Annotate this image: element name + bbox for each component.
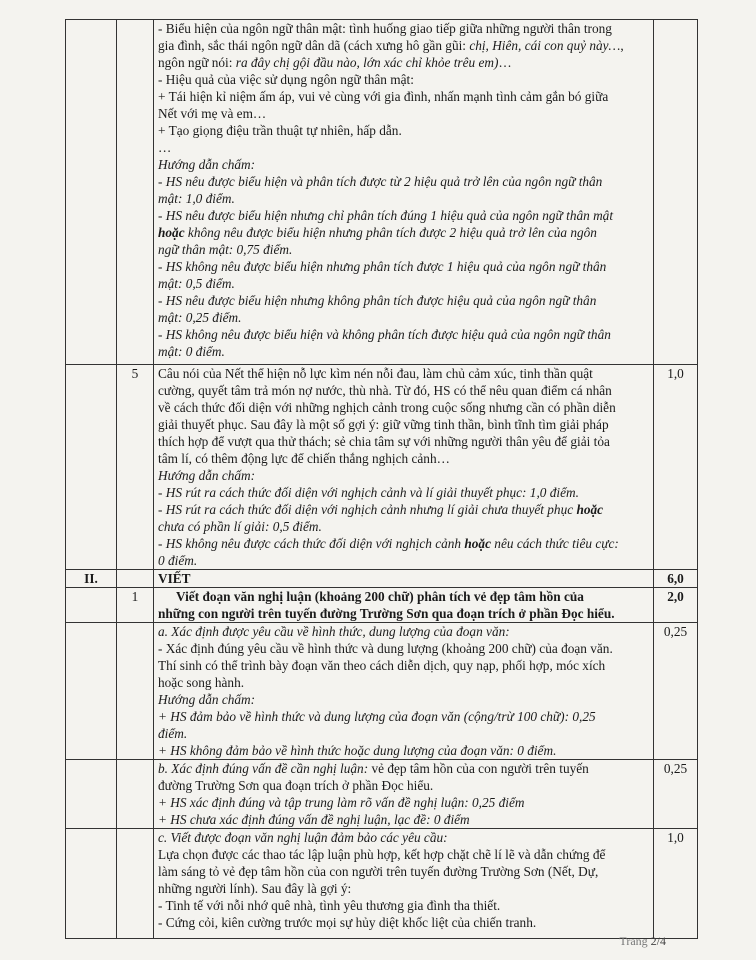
score-value: 0,25	[654, 623, 698, 760]
grading-table	[65, 19, 698, 939]
text-line: điểm.	[158, 726, 188, 741]
section-cell	[66, 365, 117, 570]
answer-cell	[154, 760, 654, 829]
question-cell	[117, 20, 154, 365]
text-line: mật: 0,5 điểm.	[158, 276, 235, 291]
text-line: Viết đoạn văn nghị luận (khoảng 200 chữ) phân tích vẻ đẹp tâm hồn của	[176, 589, 584, 604]
text-line: - HS nêu được biểu hiện và phân tích được từ 2 hiệu quả trở lên của ngôn ngữ thân	[158, 174, 603, 189]
text-line: - HS nêu được biểu hiện nhưng chỉ phân tích đúng 1 hiệu quả của ngôn ngữ thân mật	[158, 208, 614, 223]
text-line: - Hiệu quả của việc sử dụng ngôn ngữ thân mật:	[158, 72, 414, 87]
text-line: + Tạo giọng điệu trần thuật tự nhiên, hấp dẫn.	[158, 123, 402, 138]
question-cell	[117, 829, 154, 939]
text-line: mật: 0 điểm.	[158, 344, 225, 359]
text-line: mật: 0,25 điểm.	[158, 310, 242, 325]
text-line: - Xác định đúng yêu cầu về hình thức và dung lượng (khoảng 200 chữ) của đoạn văn.	[158, 641, 613, 656]
page-number: 2/4	[650, 934, 666, 948]
table-row	[66, 20, 698, 365]
section-number: II.	[66, 570, 117, 588]
answer-cell	[154, 365, 654, 570]
text-line: Lựa chọn được các thao tác lập luận phù hợp, kết hợp chặt chẽ lí lẽ và dẫn chứng để	[158, 847, 606, 862]
text-span: - HS không nêu được cách thức đối diện với nghịch cảnh	[158, 536, 465, 551]
score-cell	[654, 20, 698, 365]
question-cell	[117, 623, 154, 760]
question-cell	[117, 760, 154, 829]
text-line: làm sáng tỏ vẻ đẹp tâm hồn của con người trên tuyến đường Trường Sơn (Nết, Dự,	[158, 864, 599, 879]
text-line: giải thuyết phục. Sau đây là một số gợi ý: giữ vững tinh thần, bình tĩnh tìm giải pháp	[158, 417, 609, 432]
answer-cell	[154, 20, 654, 365]
section-cell	[66, 588, 117, 623]
text-line: về cách thức đối diện với những nghịch cảnh trong cuộc sống nhưng cần có phần diễn	[158, 400, 616, 415]
text-line: mật: 1,0 điểm.	[158, 191, 235, 206]
text-line: - HS rút ra cách thức đối diện với nghịch cảnh và lí giải thuyết phục: 1,0 điểm.	[158, 485, 579, 500]
grading-guide-heading: Hướng dẫn chấm:	[158, 157, 256, 172]
section-title: VIẾT	[154, 570, 654, 588]
table-row	[66, 365, 698, 570]
text-line: tâm lí, có thêm động lực để chiến thắng nghịch cảnh…	[158, 451, 450, 466]
question-prompt	[154, 588, 654, 623]
text-line: chưa có phần lí giải: 0,5 điểm.	[158, 519, 322, 534]
text-span: chị, Hiên, cái con quỷ này…	[469, 38, 621, 53]
text-line: + HS chưa xác định đúng vấn đề nghị luận, lạc đề: 0 điểm	[158, 812, 470, 827]
text-span: ngôn ngữ nói:	[158, 55, 236, 70]
text-span: gia đình, sắc thái ngôn ngữ dân dã (cách xưng hô gần gũi:	[158, 38, 470, 53]
text-line: Câu nói của Nết thể hiện nỗ lực kìm nén nỗi đau, làm chủ cảm xúc, tinh thần quật	[158, 366, 593, 381]
table-row	[66, 760, 698, 829]
text-span: ra đây chị gội đầu nào, lớn xác chỉ khỏe trêu em)	[235, 55, 499, 70]
table-row	[66, 570, 698, 588]
text-line: - Biểu hiện của ngôn ngữ thân mật: tình huống giao tiếp giữa những người thân trong	[158, 21, 612, 36]
criterion-heading: b. Xác định đúng vấn đề cần nghị luận:	[158, 761, 369, 776]
text-line: đường Trường Sơn qua đoạn trích ở phần Đọc hiểu.	[158, 778, 434, 793]
text-line	[158, 224, 649, 241]
score-value: 0,25	[654, 760, 698, 829]
text-span: hoặc	[576, 502, 604, 517]
text-line: …	[158, 140, 172, 155]
text-line: + HS đảm bảo về hình thức và dung lượng của đoạn văn (cộng/trừ 100 chữ): 0,25	[158, 709, 596, 724]
text-line	[158, 501, 649, 518]
text-line: cường, quyết tâm trả món nợ nước, thù nhà. Từ đó, HS có thể nêu quan điểm cá nhân	[158, 383, 612, 398]
text-span: ,	[620, 38, 624, 53]
text-line: + HS xác định đúng và tập trung làm rõ vấn đề nghị luận: 0,25 điểm	[158, 795, 525, 810]
page-footer	[619, 934, 666, 949]
text-line: 0 điểm.	[158, 553, 198, 568]
text-line: - HS không nêu được biểu hiện nhưng phân tích được 1 hiệu quả của ngôn ngữ thân	[158, 259, 607, 274]
text-line	[158, 535, 649, 552]
text-span: hoặc	[158, 225, 185, 240]
text-span: …	[498, 55, 512, 70]
text-line: những người lính). Sau đây là gợi ý:	[158, 881, 352, 896]
score-value: 2,0	[654, 588, 698, 623]
text-span: không nêu được biểu hiện nhưng phân tích được 2 hiệu quả trở lên của ngôn	[184, 225, 597, 240]
page-label: Trang	[619, 934, 651, 948]
question-number: 5	[117, 365, 154, 570]
score-value: 6,0	[654, 570, 698, 588]
text-line: - Tinh tế với nỗi nhớ quê nhà, tình yêu thương gia đình tha thiết.	[158, 898, 501, 913]
text-line: những con người trên tuyến đường Trường Sơn qua đoạn trích ở phần Đọc hiểu.	[158, 606, 615, 621]
text-line: - HS nêu được biểu hiện nhưng không phân tích được hiệu quả của ngôn ngữ thân	[158, 293, 597, 308]
grading-guide-heading: Hướng dẫn chấm:	[158, 468, 256, 483]
text-line	[158, 54, 649, 71]
text-span: nêu cách thức tiêu cực:	[490, 536, 619, 551]
table-row	[66, 623, 698, 760]
question-number: 1	[117, 588, 154, 623]
answer-cell	[154, 829, 654, 939]
score-value: 1,0	[654, 829, 698, 939]
text-line: thích hợp để vượt qua thử thách; sẻ chia tâm sự với những người thân yêu để giải tỏa	[158, 434, 610, 449]
score-value: 1,0	[654, 365, 698, 570]
text-line: Nết với mẹ và em…	[158, 106, 267, 121]
answer-cell	[154, 623, 654, 760]
text-span: hoặc	[464, 536, 491, 551]
section-cell	[66, 20, 117, 365]
text-line: hoặc song hành.	[158, 675, 245, 690]
section-cell	[66, 623, 117, 760]
text-line: + HS không đảm bảo về hình thức hoặc dung lượng của đoạn văn: 0 điểm.	[158, 743, 557, 758]
section-cell	[66, 760, 117, 829]
table-row	[66, 829, 698, 939]
text-line: + Tái hiện kỉ niệm ấm áp, vui vẻ cùng với gia đình, nhấn mạnh tình cảm gắn bó giữa	[158, 89, 609, 104]
table-row	[66, 588, 698, 623]
section-cell	[66, 829, 117, 939]
criterion-heading: c. Viết được đoạn văn nghị luận đảm bảo các yêu cầu:	[158, 830, 448, 845]
text-line	[158, 760, 649, 777]
text-span: - HS rút ra cách thức đối diện với nghịch cảnh nhưng lí giải chưa thuyết phục	[158, 502, 577, 517]
text-line: Thí sinh có thể trình bày đoạn văn theo cách diễn dịch, quy nạp, phối hợp, móc xích	[158, 658, 606, 673]
text-line: ngữ thân mật: 0,75 điểm.	[158, 242, 293, 257]
text-span: vẻ đẹp tâm hồn của con người trên tuyến	[368, 761, 589, 776]
text-line	[158, 37, 649, 54]
text-line: - HS không nêu được biểu hiện và không phân tích được hiệu quả của ngôn ngữ thân	[158, 327, 611, 342]
criterion-heading: a. Xác định được yêu cầu về hình thức, dung lượng của đoạn văn:	[158, 624, 510, 639]
grading-guide-heading: Hướng dẫn chấm:	[158, 692, 256, 707]
question-cell	[117, 570, 154, 588]
text-line: - Cứng cỏi, kiên cường trước mọi sự hủy diệt khốc liệt của chiến tranh.	[158, 915, 537, 930]
